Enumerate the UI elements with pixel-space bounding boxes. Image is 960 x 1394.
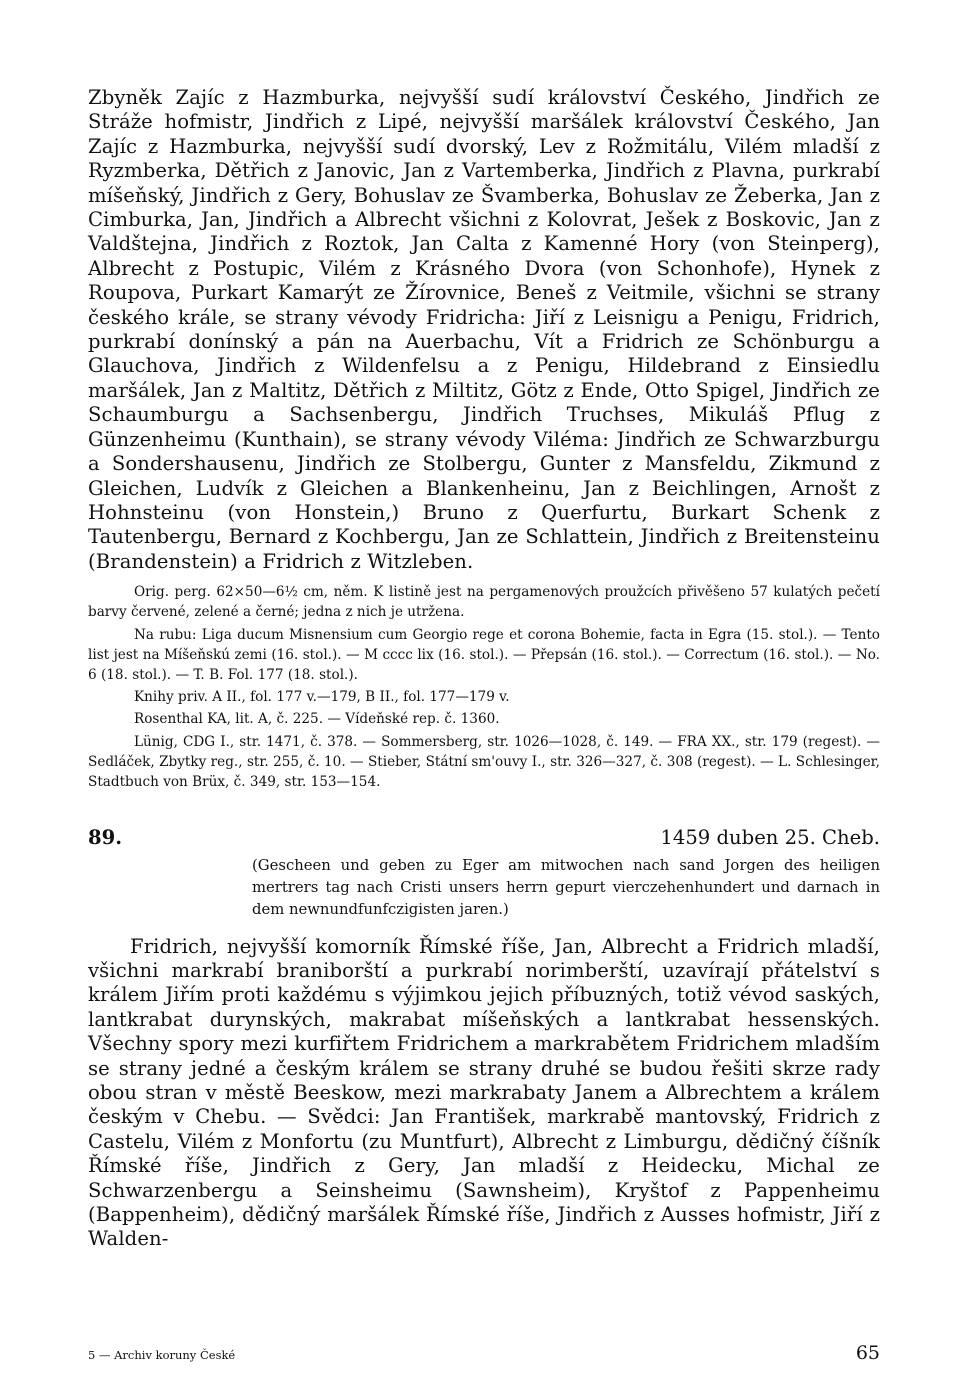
note-verso: Na rubu: Liga ducum Misnensium cum Georgio rege et corona Bohemie, facta in Egra (15. stol.). — Tento list jest na Míšeňskú zemi (16. stol.). — M cccc lix (16. stol.). — Přepsán (16. stol.). — Correctum (16. stol.). — No. 6 (18. stol.). — T. B. Fol. 177 (18. stol.).	[88, 626, 880, 683]
note-rosenthal: Rosenthal KA, lit. A, č. 225. — Vídeňské rep. č. 1360.	[134, 711, 500, 728]
paragraph-regest: Fridrich, nejvyšší komorník Římské říše, Jan, Albrecht a Fridrich mladší, všichni markrabí braniborští a purkrabí norimberští, uzavírají přátelství s králem Jiřím proti každému s výjimkou jejich příbuzných, totiž vévod saských, lantkrabat durynských, makrabat míšeňských a lantkrabat hessenských. Všechny spory mezi kurfiřtem Fridrichem a markrabětem Fridrichem mladším se strany jedné a českým králem se strany druhé se budou řešiti skrze rady obou stran v městě Beeskow, mezi markrabaty Janem a Albrechtem a králem českým v Chebu. — Svědci: Jan František, markrabě mantovský, Fridrich z Castelu, Vilém z Monfortu (zu Muntfurt), Albrecht z Limburgu, dědičný číšník Římské říše, Jindřich z Gery, Jan mladší z Heidecku, Michal ze Schwarzenbergu a Seinsheimu (Sawnsheim), Kryštof z Pappenheimu (Bappenheim), dědičný maršálek Římské říše, Jindřich z Ausses hofmistr, Jiří z Walden-	[88, 934, 880, 1251]
original-dating-clause: (Gescheen und geben zu Eger am mitwochen nach sand Jorgen des heiligen mertrers tag nach Cristi unsers herrn gepurt vierczehenhundert und darnach in dem newnundfunfczigisten jaren.)	[252, 857, 880, 918]
note-books: Knihy priv. A II., fol. 177 v.—179, B II., fol. 177—179 v.	[134, 689, 510, 706]
note-original: Orig. perg. 62×50—6½ cm, něm. K listině jest na pergamenových proužcích přivěšeno 57 kulatých pečetí barvy červené, zelené a černé; jedna z nich je utržena.	[88, 584, 880, 621]
page-content	[88, 86, 880, 1252]
document-date: 1459 duben 25. Cheb.	[660, 826, 880, 850]
paragraph-witnesses: Zbyněk Zajíc z Hazmburka, nejvyšší sudí království Českého, Jindřich ze Stráže hofmistr, Jindřich z Lipé, nejvyšší maršálek království Českého, Jan Zajíc z Hazmburka, nejvyšší sudí dvorský, Lev z Rožmitálu, Vilém mladší z Ryzmberka, Dětřich z Janovic, Jan z Vartemberka, Jindřich z Plavna, purkrabí míšeňský, Jindřich z Gery, Bohuslav ze Švamberka, Bohuslav ze Žeberka, Jan z Cimburka, Jan, Jindřich a Albrecht všichni z Kolovrat, Ješek z Boskovic, Jan z Valdštejna, Jindřich z Roztok, Jan Calta z Kamenné Hory (von Steinperg), Albrecht z Postupic, Vilém z Krásného Dvora (von Schonhofe), Hynek z Roupova, Purkart Kamarýt ze Žírovnice, Beneš z Veitmile, všichni se strany českého krále, se strany vévody Fridricha: Jiří z Leisnigu a Penigu, Fridrich, purkrabí donínský a pán na Auerbachu, Vít a Fridrich ze Schönburgu a Glauchova, Jindřich z Wildenfelsu a z Penigu, Hildebrand z Einsiedlu maršálek, Jan z Maltitz, Dětřich z Miltitz, Götz z Ende, Otto Spigel, Jindřich ze Schaumburgu a Sachsenbergu, Jindřich Truchses, Mikuláš Pflug z Günzenheimu (Kunthain), se strany vévody Viléma: Jindřich ze Schwarzburgu a Sondershausenu, Jindřich ze Stolbergu, Gunter z Mansfeldu, Zikmund z Gleichen, Ludvík z Gleichen a Blankenheinu, Jan z Beichlingen, Arnošt z Hohnsteinu (von Honstein,) Bruno z Querfurtu, Burkart Schenk z Tautenbergu, Bernard z Kochbergu, Jan ze Schlattein, Jindřich z Breitensteinu (Brandenstein) a Fridrich z Witzleben.	[88, 86, 880, 573]
note-literature: Lünig, CDG I., str. 1471, č. 378. — Sommersberg, str. 1026—1028, č. 149. — FRA XX., str. 179 (regest). — Sedláček, Zbytky reg., str. 255, č. 10. — Stieber, Státní sm'ouvy I., str. 326—327, č. 308 (regest). — L. Schlesinger, Stadtbuch von Brüx, č. 349, str. 153—154.	[88, 733, 880, 790]
footer-signature: 5 — Archiv koruny České	[88, 1348, 236, 1362]
page-number: 65	[855, 1342, 880, 1364]
document-heading	[88, 826, 880, 849]
document-number: 89.	[88, 826, 123, 850]
page-footer	[88, 1342, 880, 1364]
source-notes	[88, 582, 880, 792]
